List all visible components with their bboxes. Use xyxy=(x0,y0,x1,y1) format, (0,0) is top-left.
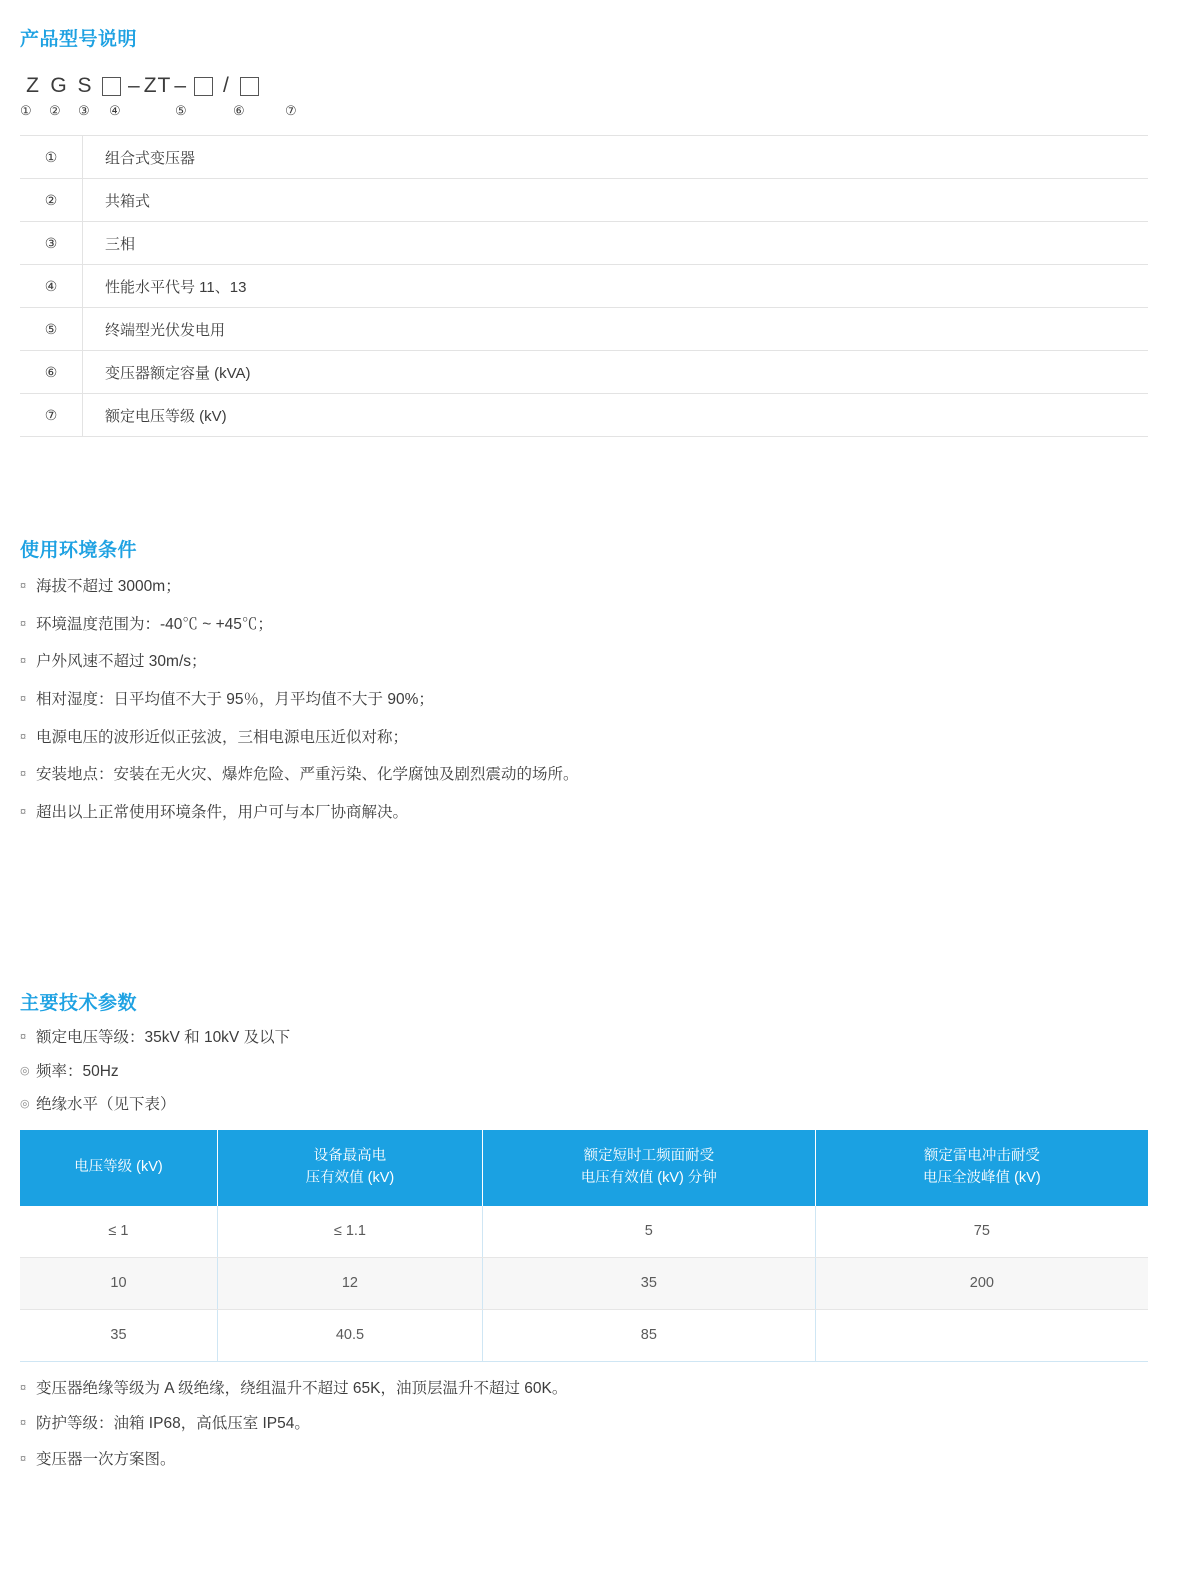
cell-power-frequency: 5 xyxy=(482,1206,815,1258)
cell-power-frequency: 35 xyxy=(482,1257,815,1309)
column-header-voltage-level xyxy=(20,1130,217,1206)
column-header-lightning-impulse-withstand xyxy=(815,1130,1148,1206)
bullet-marker-icon: ¤ xyxy=(20,580,27,592)
code-marker-1: ① xyxy=(20,103,32,118)
bullet-marker-icon: ¤ xyxy=(20,655,27,668)
list-item-text: 超出以上正常使用环境条件，用户可与本厂协商解决。 xyxy=(36,804,409,822)
section-title-model: 产品型号说明 xyxy=(20,29,138,50)
header-text: 额定短时工频面耐受 电压有效值 (kV) 分钟 xyxy=(580,1148,717,1186)
code-char-z: Z xyxy=(26,74,40,97)
model-code-diagram xyxy=(20,73,1148,99)
table-row xyxy=(20,136,1148,179)
list-item xyxy=(20,576,1148,598)
bullet-marker-icon: ◎ xyxy=(20,1064,30,1077)
code-marker-4: ④ xyxy=(109,103,121,118)
bullet-marker-icon: ¤ xyxy=(20,1452,27,1465)
section-model-code xyxy=(20,24,1148,437)
legend-marker: ③ xyxy=(20,222,83,265)
section-environment xyxy=(20,535,1148,840)
column-header-power-frequency-withstand xyxy=(482,1130,815,1206)
code-marker-7: ⑦ xyxy=(285,103,297,118)
list-item-text: 海拔不超过 3000m； xyxy=(36,578,181,595)
environment-list xyxy=(20,576,1148,824)
code-slash: / xyxy=(223,74,230,97)
header-text: 电压等级 (kV) xyxy=(74,1158,163,1175)
list-item-text: 电源电压的波形近似正弦波，三相电源电压近似对称； xyxy=(36,728,409,746)
table-row xyxy=(20,179,1148,222)
list-item xyxy=(20,689,1148,711)
code-char-g: G xyxy=(50,74,68,97)
table-row xyxy=(20,1257,1148,1309)
list-item-text: 相对湿度：日平均值不大于 95％，月平均值不大于 90%； xyxy=(36,691,434,709)
cell-max-voltage: 12 xyxy=(217,1257,482,1309)
parameters-list xyxy=(20,1027,1148,1116)
bullet-marker-icon: ¤ xyxy=(20,1417,27,1430)
cell-lightning-impulse: 200 xyxy=(815,1257,1148,1309)
bullet-marker-icon: ¤ xyxy=(20,806,27,819)
header-text: 设备最高电 压有效值 (kV) xyxy=(305,1148,395,1186)
cell-max-voltage: 40.5 xyxy=(217,1309,482,1361)
cell-power-frequency: 85 xyxy=(482,1309,815,1361)
cell-max-voltage: ≤ 1.1 xyxy=(217,1206,482,1258)
bullet-marker-icon: ¤ xyxy=(20,768,27,781)
list-item xyxy=(20,1027,1148,1049)
table-row xyxy=(20,222,1148,265)
code-marker-3: ③ xyxy=(78,103,90,118)
legend-marker: ⑦ xyxy=(20,394,83,437)
model-code-markers xyxy=(20,103,1148,123)
list-item xyxy=(20,1449,1148,1471)
legend-desc: 组合式变压器 xyxy=(83,136,1149,179)
bullet-marker-icon: ¤ xyxy=(20,693,27,706)
list-item-text: 变压器绝缘等级为 A 级绝缘，绕组温升不超过 65K，油顶层温升不超过 60K。 xyxy=(36,1379,568,1397)
code-marker-6: ⑥ xyxy=(233,103,245,118)
list-item xyxy=(20,614,1148,636)
header-text: 额定雷电冲击耐受 电压全波峰值 (kV) xyxy=(923,1148,1041,1186)
code-dash-2: – xyxy=(174,74,188,97)
cell-voltage-level: ≤ 1 xyxy=(20,1206,217,1258)
table-row xyxy=(20,308,1148,351)
list-item xyxy=(20,1061,1148,1083)
legend-marker: ④ xyxy=(20,265,83,308)
list-item-text: 变压器一次方案图。 xyxy=(36,1450,176,1468)
bullet-marker-icon: ◎ xyxy=(20,1098,30,1111)
legend-marker: ① xyxy=(20,136,83,179)
code-dash-1: – xyxy=(128,74,141,97)
cell-lightning-impulse: 75 xyxy=(815,1206,1148,1258)
list-item xyxy=(20,1378,1148,1400)
section-title-parameters: 主要技术参数 xyxy=(20,993,138,1014)
code-marker-5: ⑤ xyxy=(175,103,187,118)
legend-desc: 三相 xyxy=(83,222,1149,265)
bullet-marker-icon: ¤ xyxy=(20,617,27,630)
list-item xyxy=(20,1413,1148,1435)
legend-marker: ⑤ xyxy=(20,308,83,351)
list-item xyxy=(20,727,1148,749)
list-item-text: 安装地点：安装在无火灾、爆炸危险、严重污染、化学腐蚀及剧烈震动的场所。 xyxy=(36,766,579,784)
code-char-s: S xyxy=(77,74,93,97)
code-marker-2: ② xyxy=(49,103,61,118)
bullet-marker-icon: ¤ xyxy=(20,730,27,743)
table-row xyxy=(20,351,1148,394)
legend-desc: 共箱式 xyxy=(83,179,1149,222)
table-row xyxy=(20,265,1148,308)
table-header-row xyxy=(20,1130,1148,1206)
legend-marker: ② xyxy=(20,179,83,222)
list-item xyxy=(20,764,1148,786)
code-box-1 xyxy=(102,77,121,96)
legend-marker: ⑥ xyxy=(20,351,83,394)
legend-desc: 性能水平代号 11、13 xyxy=(83,265,1149,308)
insulation-level-table xyxy=(20,1130,1148,1362)
list-item-text: 防护等级：油箱 IP68，高低压室 IP54。 xyxy=(36,1415,310,1433)
list-item-text: 额定电压等级：35kV 和 10kV 及以下 xyxy=(36,1029,291,1046)
section-technical-parameters xyxy=(20,988,1148,1485)
bullet-marker-icon: ¤ xyxy=(20,1381,27,1394)
list-item-text: 频率：50Hz xyxy=(36,1062,119,1080)
column-header-max-equipment-voltage xyxy=(217,1130,482,1206)
bullet-marker-icon: ¤ xyxy=(20,1031,27,1043)
code-box-3 xyxy=(240,77,259,96)
code-box-2 xyxy=(194,77,213,96)
list-item xyxy=(20,1094,1148,1116)
cell-voltage-level: 35 xyxy=(20,1309,217,1361)
list-item-text: 绝缘水平（见下表） xyxy=(36,1096,176,1114)
table-row xyxy=(20,1206,1148,1258)
table-row xyxy=(20,394,1148,437)
list-item-text: 户外风速不超过 30m/s； xyxy=(36,653,207,671)
list-item-text: 环境温度范围为：-40℃ ~ +45℃； xyxy=(36,615,273,633)
cell-voltage-level: 10 xyxy=(20,1257,217,1309)
legend-desc: 变压器额定容量 (kVA) xyxy=(83,351,1149,394)
list-item xyxy=(20,802,1148,824)
legend-desc: 额定电压等级 (kV) xyxy=(83,394,1149,437)
cell-lightning-impulse xyxy=(815,1309,1148,1361)
table-row xyxy=(20,1309,1148,1361)
section-title-environment: 使用环境条件 xyxy=(20,540,138,561)
legend-desc: 终端型光伏发电用 xyxy=(83,308,1149,351)
list-item xyxy=(20,651,1148,673)
code-char-zt: ZT xyxy=(143,74,172,97)
model-legend-table xyxy=(20,135,1148,437)
parameters-notes xyxy=(20,1378,1148,1471)
